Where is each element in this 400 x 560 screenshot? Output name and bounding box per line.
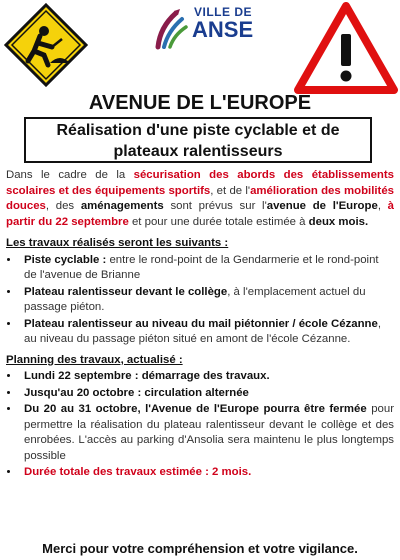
intro-text-3: , des (45, 200, 81, 212)
planning-item-title: Du 20 au 31 octobre, l'Avenue de l'Europe pourra être fermée (24, 403, 367, 415)
city-logo (150, 3, 260, 53)
intro-highlight-3: à partir du 22 septembre (6, 200, 395, 228)
works-list (6, 253, 394, 348)
intro-text-2: , et de l' (210, 184, 251, 197)
works-item-title: Piste cyclable : (24, 253, 107, 266)
works-item-text: , à l'emplacement actuel du passage piéton. (24, 285, 366, 313)
works-heading: Les travaux réalisés seront les suivants : (6, 237, 229, 249)
subtitle-line-2: plateaux ralentisseurs (113, 143, 283, 160)
works-item (20, 253, 394, 284)
planning-item: • Jusqu'au 20 octobre : circulation alternée (20, 386, 394, 402)
roadworks-sign-icon (4, 3, 88, 87)
planning-list (6, 369, 394, 481)
intro-text-6: et pour une durée totale estimée à (128, 215, 309, 228)
warning-triangle-icon (294, 2, 398, 94)
page-title: AVENUE DE L'EUROPE (88, 92, 312, 114)
intro-bold-3: deux mois. (308, 215, 369, 228)
intro-text-1: Dans le cadre de la (6, 169, 134, 181)
intro-bold-2: avenue de l'Europe (266, 200, 378, 212)
content (6, 168, 394, 486)
thanks-message: Merci pour votre compréhension et votre vigilance. (42, 541, 358, 556)
intro-highlight-1: sécurisation des abords des établissements scolaires et des équipements sportifs (6, 169, 394, 197)
logo-text-top: VILLE DE (194, 5, 253, 19)
planning-item-duration: • Durée totale des travaux estimée : 2 mois. (20, 465, 394, 481)
subtitle-line-1: Réalisation d'une piste cyclable et de (56, 122, 340, 139)
works-item (20, 285, 394, 316)
planning-item (20, 402, 394, 464)
planning-item: • Lundi 22 septembre : démarrage des travaux. (20, 369, 394, 385)
works-item-text: entre le rond-point de la Gendarmerie et le rond-point de l'avenue de Brianne (24, 253, 379, 281)
planning-heading: Planning des travaux, actualisé : (6, 353, 183, 366)
intro-text-4: sont prévus sur l' (163, 200, 267, 212)
intro-paragraph (6, 168, 394, 230)
intro-highlight-2: amélioration des mobilités douces (6, 184, 394, 212)
works-item-text: , au niveau du passage piéton situé en amont de l'école Cézanne. (24, 317, 382, 345)
logo-text-main: ANSE (192, 17, 254, 42)
works-item-title: Plateau ralentisseur au niveau du mail piétonnier / école Cézanne (24, 317, 378, 330)
works-item-title: Plateau ralentisseur devant le collège (24, 285, 228, 298)
subtitle-box (24, 117, 372, 163)
works-item (20, 317, 394, 348)
logo-mark-icon (150, 7, 190, 51)
intro-text-5: , (377, 200, 388, 212)
planning-item-text: pour permettre la réalisation du plateau ralentisseur devant le collège et des enrobées. L'accès au parking d'Ansolia sera maintenu le plus longtemps possible (24, 403, 394, 462)
intro-bold-1: aménagements (80, 200, 164, 212)
